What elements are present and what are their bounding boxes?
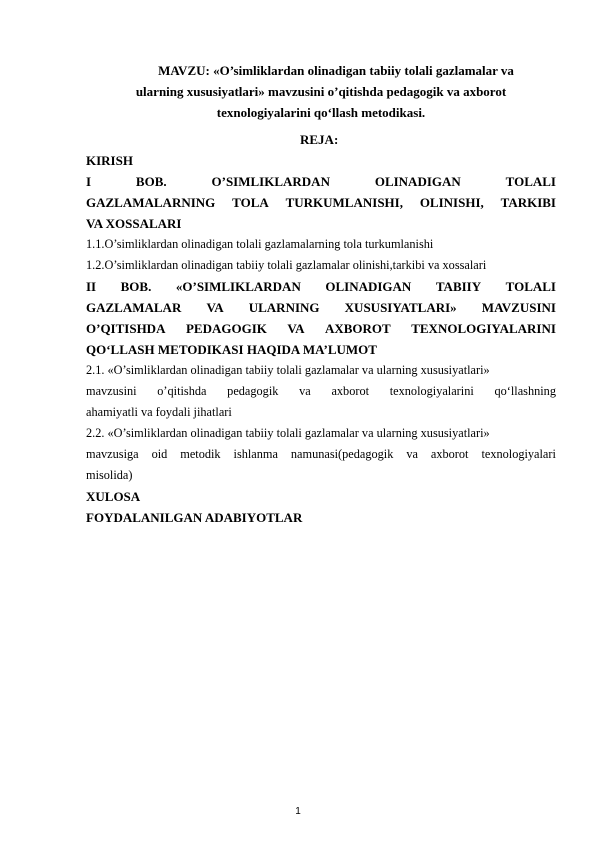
- page-number: 1: [295, 806, 301, 817]
- toc-section-2-2-line-1: 2.2. «O’simliklardan olinadigan tabiiy tolali gazlamalar va ularning xususiyatlari»: [86, 426, 490, 440]
- toc-word: va: [299, 384, 311, 398]
- toc-word: oid: [151, 447, 168, 461]
- toc-word: VA: [287, 321, 305, 336]
- toc-word: GAZLAMALAR: [86, 300, 182, 315]
- toc-word: GAZLAMALARNING: [86, 195, 216, 210]
- toc-word: axborot: [331, 384, 370, 398]
- toc-word: O’SIMLIKLARDAN: [211, 174, 330, 189]
- toc-section-1-2: 1.2.O’simliklardan olinadigan tabiiy tolali gazlamalar olinishi,tarkibi va xossalari: [86, 258, 487, 272]
- toc-word: TOLALI: [505, 279, 556, 294]
- plan-heading: REJA:: [300, 132, 339, 147]
- toc-section-1-1: 1.1.O’simliklardan olinadigan tolali gazlamalarning tola turkumlanishi: [86, 237, 434, 251]
- toc-word: II: [86, 279, 97, 294]
- toc-word: MAVZUSINI: [481, 300, 556, 315]
- toc-word: OLINADIGAN: [325, 279, 412, 294]
- toc-word: AXBOROT: [324, 321, 391, 336]
- toc-section-2-1-line-2: [86, 381, 556, 402]
- toc-word: ishlanma: [233, 447, 278, 461]
- toc-word: OLINADIGAN: [374, 174, 461, 189]
- toc-chapter-2-line-3: [86, 318, 556, 339]
- toc-word: «O’SIMLIKLARDAN: [175, 279, 301, 294]
- toc-word: qo‘llashning: [494, 384, 556, 398]
- toc-word: TOLALI: [505, 174, 556, 189]
- toc-chapter-1-line-3: VA XOSSALARI: [86, 216, 182, 231]
- toc-chapter-2-line-1: [86, 276, 556, 297]
- toc-word: axborot: [430, 447, 469, 461]
- toc-word: VA: [206, 300, 224, 315]
- table-of-contents: [86, 150, 556, 528]
- toc-word: XUSUSIYATLARI»: [344, 300, 457, 315]
- toc-word: metodik: [180, 447, 221, 461]
- title-line-3: texnologiyalarini qo‘llash metodikasi.: [216, 105, 426, 120]
- document-title: [86, 60, 556, 123]
- toc-word: mavzusini: [86, 384, 137, 398]
- toc-chapter-1-line-2: [86, 192, 556, 213]
- toc-word: va: [406, 447, 418, 461]
- toc-word: TURKUMLANISHI,: [285, 195, 403, 210]
- toc-word: I: [86, 174, 92, 189]
- toc-word: ULARNING: [248, 300, 320, 315]
- toc-references: FOYDALANILGAN ADABIYOTLAR: [86, 510, 303, 525]
- title-line-1: MAVZU: «O’simliklardan olinadigan tabiiy tolali gazlamalar va: [158, 63, 514, 78]
- toc-chapter-2-line-4: QO‘LLASH METODIKASI HAQIDA MA’LUMOT: [86, 342, 377, 357]
- toc-word: BOB.: [120, 279, 152, 294]
- toc-chapter-1-line-1: [86, 171, 556, 192]
- toc-word: TOLA: [232, 195, 269, 210]
- toc-conclusion: XULOSA: [86, 489, 141, 504]
- toc-word: BOB.: [135, 174, 167, 189]
- toc-word: O’QITISHDA: [86, 321, 166, 336]
- toc-chapter-2-line-2: [86, 297, 556, 318]
- toc-introduction: KIRISH: [86, 153, 133, 168]
- toc-section-2-2-line-2: [86, 444, 556, 465]
- toc-word: texnologiyalarini: [389, 384, 474, 398]
- toc-section-2-2-line-3: misolida): [86, 468, 133, 482]
- title-line-2: ularning xususiyatlari» mavzusini o’qitishda pedagogik va axborot: [135, 84, 507, 99]
- toc-word: TABIIY: [435, 279, 482, 294]
- toc-word: TEXNOLOGIYALARINI: [411, 321, 556, 336]
- toc-word: texnologiyalari: [481, 447, 556, 461]
- toc-word: OLINISHI,: [419, 195, 484, 210]
- toc-word: pedagogik: [227, 384, 279, 398]
- toc-word: PEDAGOGIK: [185, 321, 267, 336]
- toc-word: mavzusiga: [86, 447, 139, 461]
- toc-word: TARKIBI: [500, 195, 556, 210]
- toc-section-2-1-line-3: ahamiyatli va foydali jihatlari: [86, 405, 232, 419]
- toc-word: o’qitishda: [157, 384, 207, 398]
- toc-word: namunasi(pedagogik: [290, 447, 394, 461]
- toc-section-2-1-line-1: 2.1. «O’simliklardan olinadigan tabiiy tolali gazlamalar va ularning xususiyatlari»: [86, 363, 490, 377]
